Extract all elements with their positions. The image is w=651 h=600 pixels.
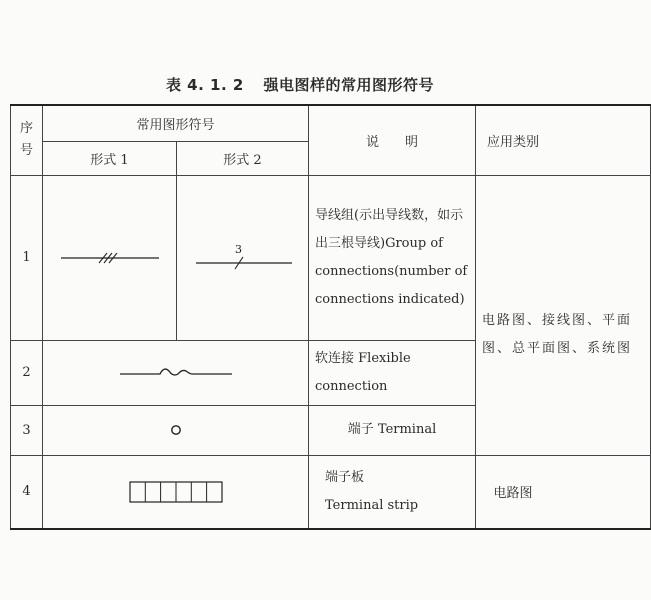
- form1-cell: [43, 175, 177, 340]
- terminal-symbol: [166, 420, 186, 440]
- wire-count-label: 3: [234, 242, 242, 256]
- table-row: [11, 455, 651, 529]
- table-number: 表 4. 1. 2: [165, 76, 244, 94]
- header-row-1: [11, 105, 651, 141]
- table-title: [0, 74, 600, 95]
- terminal-symbol-cell: [43, 405, 309, 455]
- row-seq: 3: [11, 405, 43, 455]
- table-row: [11, 175, 651, 340]
- row-description: 端子 Terminal: [309, 405, 476, 455]
- wire-group-slashes-symbol: [55, 248, 165, 268]
- header-description: 说 明: [309, 105, 476, 175]
- table-caption: 强电图样的常用图形符号: [263, 76, 435, 94]
- row-description: 端子板 Terminal strip: [309, 455, 476, 529]
- header-form1: 形式 1: [43, 141, 177, 175]
- header-form2: 形式 2: [177, 141, 309, 175]
- row-description: 导线组(示出导线数，如示出三根导线)Group of connections(number of connections indicated): [309, 175, 476, 340]
- terminal-strip-symbol-cell: [43, 455, 309, 529]
- terminal-strip-symbol: [126, 479, 226, 505]
- row-category: 电路图: [476, 455, 651, 529]
- symbol-table: [10, 104, 651, 530]
- row-seq: 4: [11, 455, 43, 529]
- header-category: 应用类别: [476, 105, 651, 175]
- row-seq: 1: [11, 175, 43, 340]
- row-seq: 2: [11, 340, 43, 405]
- header-symbols: 常用图形符号: [43, 105, 309, 141]
- wire-group-count-symbol: [188, 241, 298, 275]
- flexible-connection-symbol: [116, 363, 236, 383]
- merged-category-cell: 电路图、接线图、平面图、总平面图、系统图: [476, 175, 651, 455]
- row-description: 软连接 Flexible connection: [309, 340, 476, 405]
- flexible-symbol-cell: [43, 340, 309, 405]
- form2-cell: [177, 175, 309, 340]
- header-seq: 序号: [11, 105, 43, 175]
